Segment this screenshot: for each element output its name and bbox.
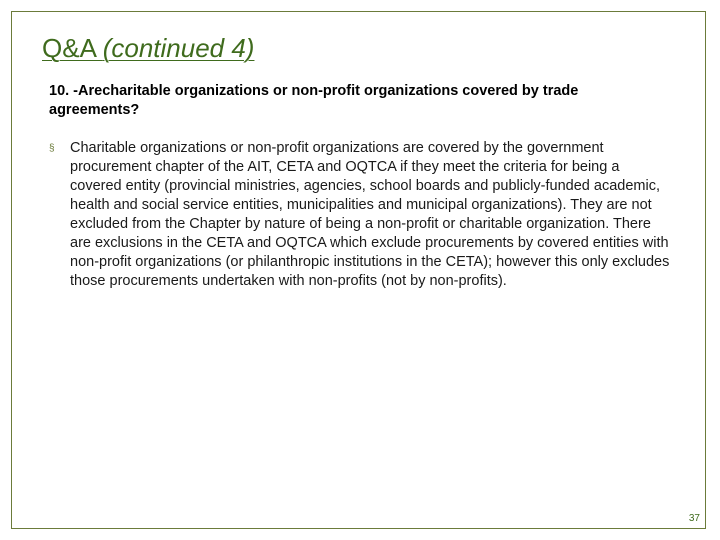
slide-title-subtitle: (continued 4) (102, 33, 255, 63)
slide-title (42, 34, 254, 63)
answer-text: Charitable organizations or non-profit organizations are covered by the government procurement chapter of the AIT, CETA and OQTCA if they meet the criteria for being a covered entity (provincial ministries, agencies, school boards and publicly-funded academic, health and social service entities, municipalities and municipal organizations). They are not excluded from the Chapter by nature of being a non-profit or charitable organization. There are exclusions in the CETA and OQTCA which exclude procurements by covered entities with non-profit organizations (or philanthropic institutions in the CETA); however this only excludes those procurements undertaken with non-profits (not by non-profits). (70, 140, 670, 289)
bullet-icon: § (49, 143, 55, 154)
slide-title-main: Q&A (42, 33, 103, 63)
answer-bullet (49, 139, 679, 291)
page-number: 37 (688, 513, 700, 524)
question-text: 10. -Arecharitable organizations or non-profit organizations covered by trade agreements? (49, 83, 579, 118)
